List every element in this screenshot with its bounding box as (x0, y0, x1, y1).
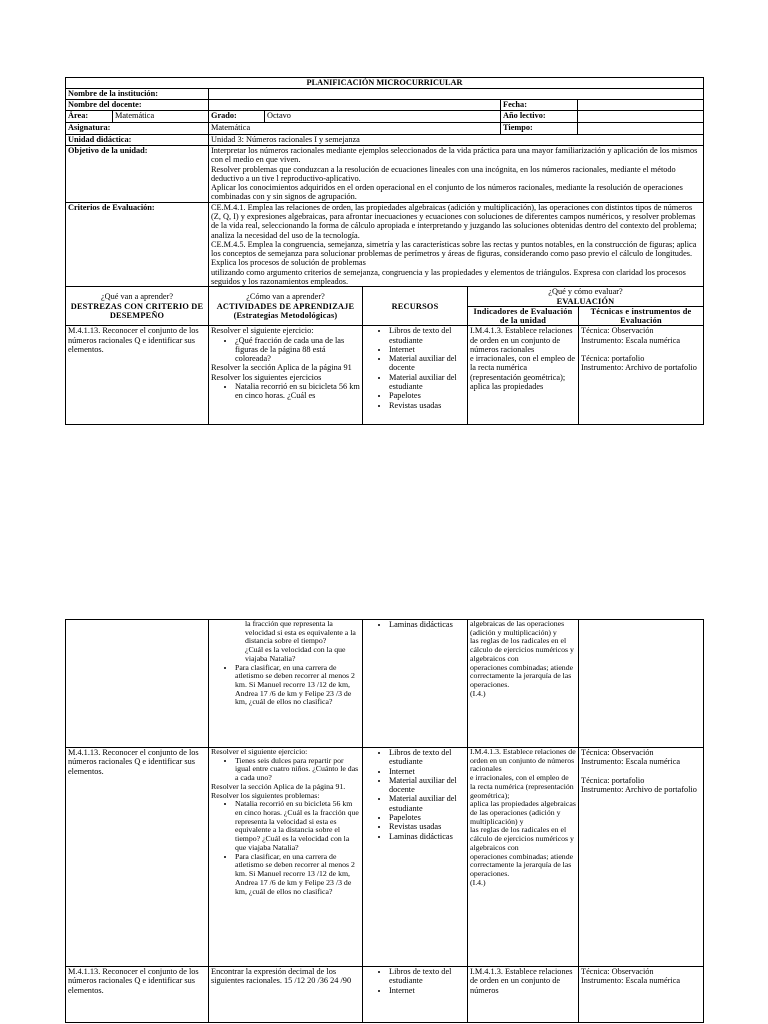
activity-list (211, 382, 360, 401)
criteria-paragraph: utilizando como argumento criterios de semejanza, congruencia y las propiedades y elementos de triángulos. Expresa con claridad los procesos seguidos y los razonamientos empleados. (211, 267, 686, 286)
indicator-line: operaciones combinadas; atiende correctamente la jerarquía de las operaciones. (470, 851, 574, 879)
time-value (578, 123, 704, 135)
activity-line: Resolver la sección Aplica de la página 91 (211, 363, 352, 373)
indicator-line: aplica las propiedades (470, 382, 544, 392)
activities-table (65, 286, 704, 425)
technique-line: Técnica: Observación (581, 967, 654, 976)
technique-line: Técnica: portafolio (581, 775, 645, 785)
activity-cell (209, 620, 363, 748)
resource-item: • Revistas usadas (389, 401, 465, 410)
activities-table-continued (65, 619, 704, 1023)
activity-line: Resolver el siguiente ejercicio: (211, 747, 308, 756)
criteria-label: Criterios de Evaluación: (66, 202, 209, 287)
technique-cell (579, 748, 704, 967)
indicator-cell (468, 620, 579, 748)
grade-value: Octavo (265, 111, 501, 123)
resources-cell (363, 748, 468, 967)
skill-cell: M.4.1.13. Reconocer el conjunto de los números racionales Q e identificar sus elementos. (66, 748, 209, 967)
indicator-line: algebraicas de las operaciones (adición y multiplicación) y (470, 619, 565, 637)
resources-list (365, 326, 465, 410)
resource-item: • Internet (389, 345, 465, 354)
objective-text (209, 146, 704, 203)
technique-cell (579, 326, 704, 425)
indicator-line: e irracionales, con el empleo de la recta numérica (representación geométrica); (470, 354, 576, 382)
indicator-line: I.M.4.1.3. Establece relaciones de orden en un conjunto de números racionales (470, 326, 573, 354)
criteria-paragraph: CE.M.4.5. Emplea la congruencia, semejanza, simetría y las características sobre las rectas y puntos notables, en la construcción de figuras; aplica los conceptos de semejanza para solucionar problemas de perímetros y áreas de figuras, considerando como paso previo el cálculo de longitudes. Explica los procesos de solución de problemas (211, 239, 697, 268)
page-2 (65, 619, 703, 1023)
indicator-line: (I.4.) (470, 877, 486, 887)
resources-list (365, 620, 465, 629)
objective-paragraph: Aplicar los conocimientos adquiridos en el orden operacional en el conjunto de los números racionales, mediante la resolución de operaciones combinadas con y sin signos de agrupación. (211, 183, 683, 202)
activity-line: ¿Cuál es la velocidad con la que viajaba Natalia? (245, 645, 346, 663)
technique-line: Instrumento: Archivo de portafolio (581, 363, 697, 373)
criteria-paragraph: CE.M.4.1. Emplea las relaciones de orden, las propiedades algebraicas (adición y multiplicación), las operaciones con distintos tipos de números (Z, Q, I) y expresiones algebraicas, para afrontar inecuaciones y ecuaciones con soluciones de diferentes campos numéricos, y resolver problemas de la vida real, seleccionando la forma de cálculo apropiada e interpretando y juzgando las soluciones obtenidas dentro del contexto del problema; analiza la necesidad del uso de la tecnología. (211, 202, 697, 240)
unit-value: Unidad 3: Números racionales I y semejanza (209, 135, 704, 146)
activity-line: Resolver la sección Aplica de la página 91. (211, 781, 346, 791)
technique-line: Técnica: Observación (581, 326, 654, 336)
area-label: Área: (66, 111, 113, 123)
technique-line: Instrumento: Escala numérica (581, 976, 681, 986)
activity-cell (209, 748, 363, 967)
date-label: Fecha: (501, 100, 578, 111)
institution-label: Nombre de la institución: (66, 89, 209, 100)
activity-item: • Tienes seis dulces para repartir por igual entre cuatro niños. ¿Cuánto le das a cada uno? (235, 757, 360, 783)
objective-paragraph: Resolver problemas que conduzcan a la resolución de ecuaciones lineales con una incógnita, en los números racionales, mediante el método deductivo a un tive l reproductivo-aplicativo. (211, 164, 676, 183)
page-1 (65, 77, 703, 425)
resource-item: • Internet (389, 986, 465, 995)
technique-line: Técnica: portafolio (581, 353, 645, 363)
subject-value: Matemática (209, 123, 501, 135)
activity-list (211, 664, 360, 708)
resource-item: • Material auxiliar del docente (389, 776, 465, 795)
activity-line: Resolver los siguientes ejercicios (211, 372, 322, 382)
activity-cell (209, 326, 363, 425)
resource-item: • Laminas didácticas (389, 832, 465, 841)
year-value (578, 111, 704, 123)
resource-item: • Internet (389, 767, 465, 776)
indicator-line: operaciones combinadas; atiende correctamente la jerarquía de las operaciones. (470, 662, 574, 690)
indicator-line: las reglas de los radicales en el cálculo de ejercicios numéricos y algebraicos con (470, 636, 574, 663)
indicator-cell: I.M.4.1.3. Establece relaciones de orden en un conjunto de números (468, 967, 579, 1023)
resources-cell (363, 620, 468, 748)
techniques-header: Técnicas e instrumentos de Evaluación (579, 306, 704, 326)
subject-label: Asignatura: (66, 123, 209, 135)
resource-item: • Material auxiliar del estudiante (389, 794, 465, 813)
evaluation-header: ¿Qué y cómo evaluar? EVALUACIÓN (468, 287, 704, 307)
resource-item: • Papelotes (389, 391, 465, 400)
indicator-line: las reglas de los radicales en el cálculo de ejercicios numéricos y algebraicos con (470, 825, 574, 852)
technique-line: Instrumento: Escala numérica (581, 335, 681, 345)
planning-title: PLANIFICACIÓN MICROCURRICULAR (66, 78, 704, 89)
resources-header: RECURSOS (363, 287, 468, 326)
resource-item: • Libros de texto del estudiante (389, 326, 465, 345)
skill-cell: M.4.1.13. Reconocer el conjunto de los números racionales Q e identificar sus elementos. (66, 967, 209, 1023)
criteria-text (209, 202, 704, 287)
skills-header: ¿Qué van a aprender? DESTREZAS CON CRITERIO DE DESEMPEÑO (66, 287, 209, 326)
technique-line: Instrumento: Archivo de portafolio (581, 784, 697, 794)
activity-cell: Encontrar la expresión decimal de los siguientes racionales. 15 /12 20 /36 24 /90 (209, 967, 363, 1023)
activity-item: • Natalia recorrió en su bicicleta 56 km en cinco horas. ¿Cuál es (235, 382, 360, 401)
activity-item: • Natalia recorrió en su bicicleta 56 km en cinco horas. ¿Cuál es la fracción que representa la velocidad si esta es equivalente a la distancia sobre el tiempo? ¿Cuál es la velocidad con la que viajaba Natalia? (235, 800, 360, 852)
resource-item: • Laminas didácticas (389, 620, 465, 629)
indicator-line: e irracionales, con el empleo de la recta numérica (representación geométrica); (470, 773, 574, 800)
objective-paragraph: Interpretar los números racionales mediante ejemplos seleccionados de la vida práctica para una mayor familiarización y aplicación de los mismos con el medio en que viven. (211, 146, 698, 165)
technique-line: Técnica: Observación (581, 748, 654, 757)
date-value (578, 100, 704, 111)
technique-cell (579, 620, 704, 748)
indicators-header: Indicadores de Evaluación de la unidad (468, 306, 579, 326)
header-table (65, 77, 704, 287)
indicator-line: (I.4.) (470, 688, 486, 698)
resource-item: • Material auxiliar del docente (389, 354, 465, 373)
activity-list (211, 336, 360, 364)
grade-label: Grado: (209, 111, 265, 123)
resources-list (365, 748, 465, 841)
technique-line: Instrumento: Escala numérica (581, 757, 681, 767)
indicator-line: aplica las propiedades algebraicas de las operaciones (adición y multiplicación) y (470, 799, 576, 826)
activity-list (211, 800, 360, 896)
resource-item: • Libros de texto del estudiante (389, 748, 465, 767)
skill-cell: M.4.1.13. Reconocer el conjunto de los números racionales Q e identificar sus elementos. (66, 326, 209, 425)
institution-value (209, 89, 704, 100)
indicator-cell (468, 748, 579, 967)
resource-item: • Papelotes (389, 813, 465, 822)
activity-item: • Para clasificar, en una carrera de atletismo se deben recorrer al menos 2 km. Si Manuel recorre 13 /12 de km, Andrea 17 /6 de km y Felipe 23 /3 de km, ¿cuál de ellos no clasifica? (235, 664, 360, 708)
area-value: Matemática (113, 111, 209, 123)
teacher-value (209, 100, 501, 111)
indicator-cell (468, 326, 579, 425)
skill-cell (66, 620, 209, 748)
activity-item: • ¿Qué fracción de cada una de las figuras de la página 88 está coloreada? (235, 336, 360, 364)
activity-line: la fracción que representa la velocidad si esta es equivalente a la distancia sobre el tiempo? (245, 619, 356, 646)
resources-cell (363, 967, 468, 1023)
unit-label: Unidad didáctica: (66, 135, 209, 146)
resource-item: • Material auxiliar del estudiante (389, 373, 465, 392)
activity-line: Resolver los siguientes problemas: (211, 790, 320, 800)
activity-list (211, 757, 360, 783)
activity-item: • Para clasificar, en una carrera de atletismo se deben recorrer al menos 2 km. Si Manuel recorre 13 /12 de km, Andrea 17 /6 de km y Felipe 23 /3 de km, ¿cuál de ellos no clasifica? (235, 853, 360, 897)
objective-label: Objetivo de la unidad: (66, 146, 209, 203)
teacher-label: Nombre del docente: (66, 100, 209, 111)
activities-header: ¿Cómo van a aprender? ACTIVIDADES DE APRENDIZAJE (Estrategias Metodológicas) (209, 287, 363, 326)
technique-cell (579, 967, 704, 1023)
resource-item: • Libros de texto del estudiante (389, 967, 465, 986)
resources-list (365, 967, 465, 995)
resources-cell (363, 326, 468, 425)
time-label: Tiempo: (501, 123, 578, 135)
year-label: Año lectivo: (501, 111, 578, 123)
indicator-line: I.M.4.1.3. Establece relaciones de orden en un conjunto de números racionales (470, 747, 576, 774)
activity-line: Resolver el siguiente ejercicio: (211, 326, 314, 336)
resource-item: • Revistas usadas (389, 822, 465, 831)
